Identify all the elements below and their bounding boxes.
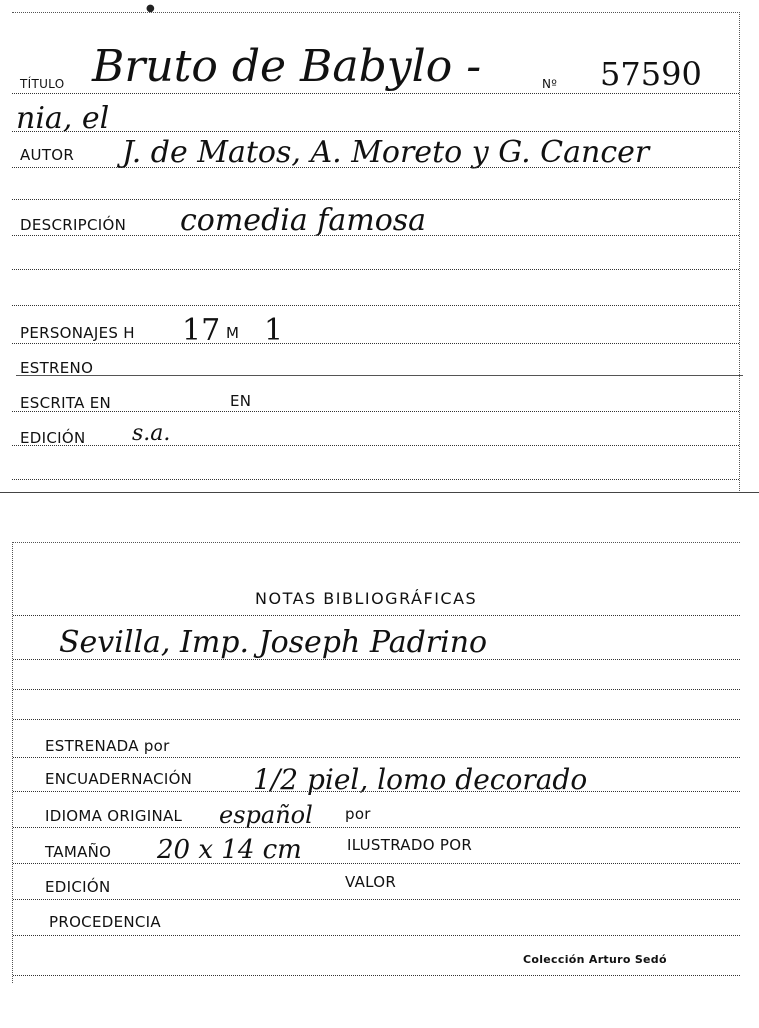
procedencia-label: PROCEDENCIA: [49, 913, 161, 931]
encuadernacion-label: ENCUADERNACIÓN: [45, 770, 193, 788]
autor-label: AUTOR: [20, 146, 75, 164]
titulo-rule: [12, 93, 739, 94]
escrita-en-label: ESCRITA EN: [20, 394, 112, 412]
autor-value: J. de Matos, A. Moreto y G. Cancer: [122, 135, 650, 170]
descripcion-rule-3: [12, 305, 739, 306]
personajes-m-label: M: [226, 324, 240, 342]
encuadernacion-rule: [13, 791, 740, 792]
edicion-value: s.a.: [132, 421, 171, 446]
estrenada-rule: [13, 757, 740, 758]
card-separator: [0, 492, 759, 493]
tamano-label: TAMAÑO: [45, 843, 112, 861]
notas-rule-2: [13, 659, 740, 660]
idioma-value: español: [219, 801, 313, 829]
escrita-rule: [12, 411, 739, 412]
ilustrado-label: ILUSTRADO POR: [347, 836, 473, 854]
notas-rule-3: [13, 689, 740, 690]
notas-rule-1: [13, 615, 740, 616]
descripcion-label: DESCRIPCIÓN: [20, 216, 127, 234]
procedencia-rule: [13, 935, 740, 936]
catalog-card-top: ● TÍTULO Bruto de Babylo - Nº 57590 nia, el AUTOR J. de Matos, A. Moreto y G. Cancer DESCRIPCIÓN comedia famosa PERSONAJES H 17 M 1 ESTRENO ESCRITA EN EN EDICIÓN s.a.: [12, 12, 740, 491]
personajes-m-value: 1: [264, 313, 284, 348]
autor-rule: [12, 167, 739, 168]
tamano-rule: [13, 863, 740, 864]
descripcion-rule: [12, 235, 739, 236]
en-label: EN: [230, 392, 252, 410]
idioma-rule: [13, 827, 740, 828]
coleccion-label: Colección Arturo Sedó: [523, 953, 667, 966]
notas-value: Sevilla, Imp. Joseph Padrino: [59, 625, 488, 660]
catalog-card-bottom: [12, 542, 740, 983]
numero-label: Nº: [542, 77, 558, 91]
edicion-rule-bottom: [13, 899, 740, 900]
idioma-label: IDIOMA ORIGINAL: [45, 807, 183, 825]
numero-value: 57590: [600, 55, 702, 93]
titulo-value-continued: nia, el: [16, 101, 110, 136]
descripcion-rule-2: [12, 269, 739, 270]
personajes-h-label: PERSONAJES H: [20, 324, 135, 342]
edicion-rule: [12, 445, 739, 446]
encuadernacion-value: 1/2 piel, lomo decorado: [253, 763, 588, 796]
descripcion-value: comedia famosa: [180, 203, 427, 238]
notas-heading: NOTAS BIBLIOGRÁFICAS: [255, 589, 478, 608]
autor-rule-2: [12, 199, 739, 200]
personajes-rule: [12, 343, 739, 344]
bottom-card-rule: [13, 975, 740, 976]
titulo-value: Bruto de Babylo -: [92, 41, 482, 92]
por-label: por: [345, 805, 371, 823]
bottom-rule: [12, 479, 739, 480]
estreno-rule: [16, 375, 743, 376]
estreno-label: ESTRENO: [20, 359, 94, 377]
valor-label: VALOR: [345, 873, 397, 891]
edicion-label-bottom: EDICIÓN: [45, 878, 111, 896]
titulo-rule-2: [12, 131, 739, 132]
titulo-label: TÍTULO: [20, 77, 65, 91]
tamano-value: 20 x 14 cm: [157, 835, 302, 865]
edicion-label: EDICIÓN: [20, 429, 86, 447]
notas-rule-4: [13, 719, 740, 720]
estrenada-label: ESTRENADA por: [45, 737, 170, 755]
personajes-h-value: 17: [182, 313, 221, 348]
